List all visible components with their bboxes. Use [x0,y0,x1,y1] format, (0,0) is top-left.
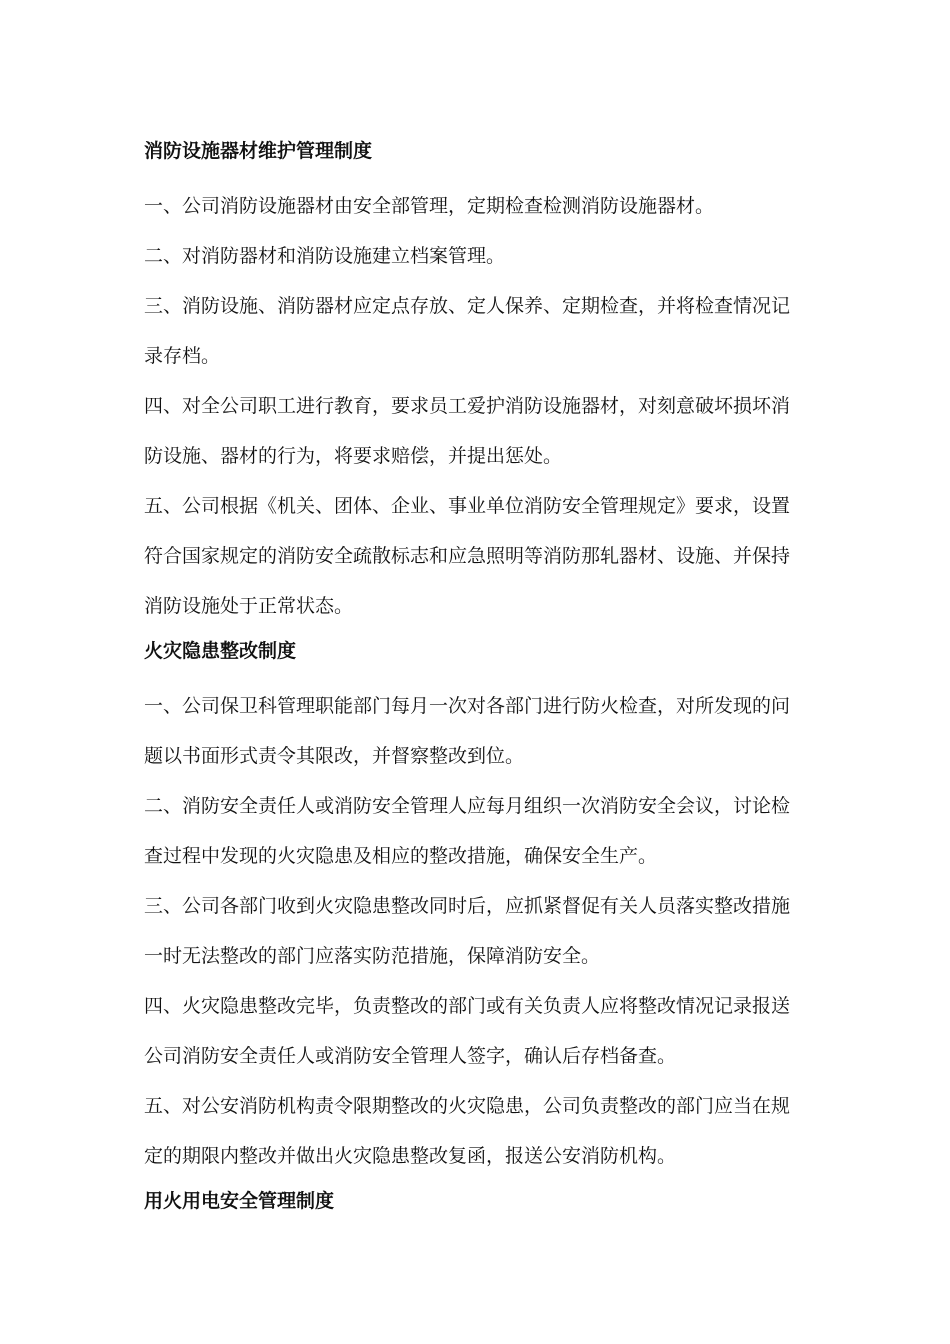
text-line: 一、公司保卫科管理职能部门每月一次对各部门进行防火检查，对所发现的问 [144,695,791,717]
paragraph [144,181,812,231]
text-line: 防设施、器材的行为，将要求赔偿，并提出惩处。 [144,445,563,467]
text-line: 消防设施处于正常状态。 [144,595,354,617]
text-line: 一时无法整改的部门应落实防范措施，保障消防安全。 [144,945,601,967]
paragraph [144,781,812,881]
paragraph [144,981,812,1081]
text-line: 五、对公安消防机构责令限期整改的火灾隐患，公司负责整改的部门应当在规 [144,1095,791,1117]
text-line: 四、对全公司职工进行教育，要求员工爱护消防设施器材，对刻意破坏损坏消 [144,395,791,417]
text-line: 三、消防设施、消防器材应定点存放、定人保养、定期检查，并将检查情况记 [144,295,791,317]
paragraph [144,281,812,381]
text-line: 三、公司各部门收到火灾隐患整改同时后，应抓紧督促有关人员落实整改措施 [144,895,791,917]
text-line: 五、公司根据《机关、团体、企业、事业单位消防安全管理规定》要求，设置 [144,495,791,517]
text-line: 符合国家规定的消防安全疏散标志和应急照明等消防那轧器材、设施、并保持 [144,545,791,567]
paragraph [144,681,812,781]
section-title-hazard-rectification: 火灾隐患整改制度 [144,640,297,662]
section-title-fire-electric-safety: 用火用电安全管理制度 [144,1190,335,1212]
section-title-fire-equipment: 消防设施器材维护管理制度 [144,140,373,162]
text-line: 查过程中发现的火灾隐患及相应的整改措施，确保安全生产。 [144,845,658,867]
text-line: 一、公司消防设施器材由安全部管理，定期检查检测消防设施器材。 [144,195,715,217]
document-content [144,131,812,1231]
paragraph [144,381,812,481]
paragraph [144,231,812,281]
text-line: 二、对消防器材和消防设施建立档案管理。 [144,245,506,267]
paragraph [144,1081,812,1181]
text-line: 定的期限内整改并做出火灾隐患整改复函，报送公安消防机构。 [144,1145,677,1167]
text-line: 题以书面形式责令其限改，并督察整改到位。 [144,745,525,767]
paragraph [144,481,812,631]
text-line: 四、火灾隐患整改完毕，负责整改的部门或有关负责人应将整改情况记录报送 [144,995,791,1017]
text-line: 公司消防安全责任人或消防安全管理人签字，确认后存档备查。 [144,1045,677,1067]
paragraph [144,881,812,981]
text-line: 录存档。 [144,345,221,367]
text-line: 二、消防安全责任人或消防安全管理人应每月组织一次消防安全会议，讨论检 [144,795,791,817]
